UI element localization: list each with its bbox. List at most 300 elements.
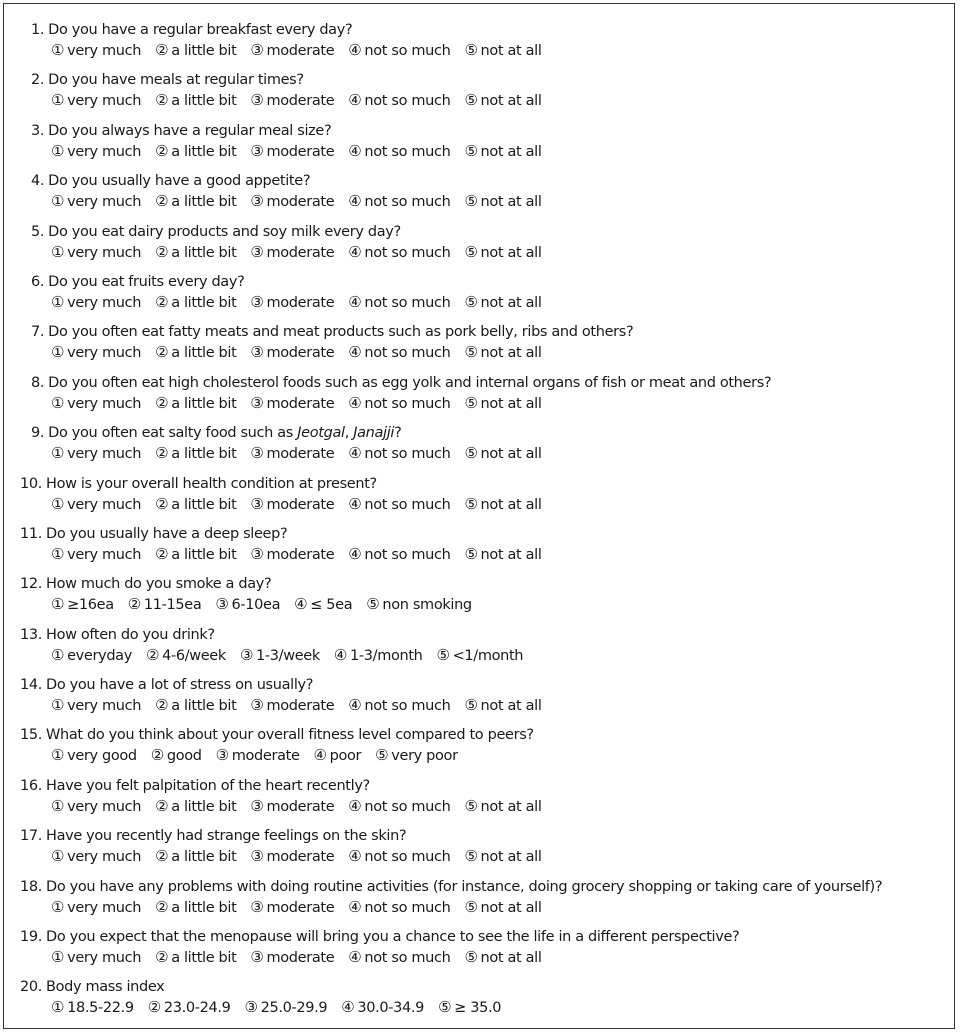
answer-option-1[interactable] [51,342,141,363]
option-number-mark: ⑤ [464,292,478,311]
option-label: moderate [266,798,335,815]
option-label: not at all [480,143,542,160]
option-number-mark: ③ [250,192,264,211]
question-text [20,877,882,897]
answer-option-1[interactable] [51,443,141,464]
option-number-mark: ⑤ [464,494,478,513]
option-label: 1-3/month [350,647,423,664]
answer-option-1[interactable] [51,40,141,61]
question-label: How is your overall health condition at present? [46,475,377,492]
option-number-mark: ② [155,796,169,815]
answer-option-2[interactable] [146,645,226,666]
answer-option-1[interactable] [51,191,141,212]
answer-option-5[interactable] [366,594,472,615]
answer-option-3[interactable] [250,292,334,313]
question-label: Body mass index [46,979,165,996]
question-label: Do you always have a regular meal size? [48,122,332,139]
question-number: 12. [20,576,43,593]
question-label: Do you have any problems with doing routine activities (for instance, doing grocery shopping or taking care of yourself)? [46,878,883,895]
option-number-mark: ① [51,897,65,916]
option-number-mark: ④ [348,796,362,815]
answer-option-1[interactable] [51,796,141,817]
question-number: 18. [20,878,43,895]
option-number-mark: ① [51,343,65,362]
question-9 [20,423,950,473]
question-19 [20,927,950,977]
option-number-mark: ③ [250,544,264,563]
option-number-mark: ④ [348,847,362,866]
answer-option-2[interactable] [128,594,202,615]
option-label: not so much [364,143,451,160]
option-label: very much [67,950,142,967]
question-label: Do you usually have a deep sleep? [46,525,288,542]
answer-option-3[interactable] [250,846,334,867]
option-number-mark: ③ [239,645,254,664]
answer-option-4[interactable] [314,745,362,766]
answer-options [51,897,556,918]
option-label: very much [67,143,142,160]
option-label: not at all [480,43,542,59]
answer-option-1[interactable] [51,141,141,162]
option-label: very much [67,546,142,563]
answer-option-2[interactable] [155,443,236,464]
answer-option-3[interactable] [250,544,334,565]
option-label: a little bit [171,43,237,59]
question-text [31,121,331,141]
answer-option-5[interactable] [464,393,541,414]
answer-option-4[interactable] [348,695,450,716]
option-number-mark: ① [51,41,65,59]
answer-option-1[interactable] [51,695,141,716]
answer-option-5[interactable] [464,796,541,817]
answer-option-1[interactable] [51,544,141,565]
answer-option-1[interactable] [51,947,141,968]
option-number-mark: ③ [250,393,264,412]
question-text [31,70,304,90]
option-label: 18.5-22.9 [67,1000,134,1017]
question-6 [20,272,950,322]
answer-option-4[interactable] [348,40,450,61]
option-number-mark: ② [155,41,169,59]
question-number: 1. [31,22,45,38]
question-1 [20,20,950,70]
option-label: good [166,748,202,765]
option-label: not at all [480,244,542,261]
option-label: not at all [480,93,542,110]
option-number-mark: ⑤ [464,393,478,412]
answer-option-2[interactable] [155,342,236,363]
option-label: not at all [480,446,542,463]
answer-option-3[interactable] [250,947,334,968]
question-13 [20,625,950,675]
option-label: everyday [67,647,132,664]
option-label: moderate [266,345,335,362]
questionnaire [20,20,950,1028]
option-number-mark: ③ [250,91,264,110]
answer-option-3[interactable] [215,594,280,615]
answer-option-4[interactable] [348,141,450,162]
question-label: Do you often eat fatty meats and meat products such as pork belly, ribs and others? [48,324,634,341]
option-number-mark: ⑤ [464,192,478,211]
answer-option-2[interactable] [155,897,236,918]
question-18 [20,877,950,927]
answer-option-2[interactable] [155,242,236,263]
answer-option-3[interactable] [250,242,334,263]
answer-options [51,544,556,565]
answer-option-2[interactable] [155,191,236,212]
question-label-part: Jeotgal [297,425,345,442]
answer-option-3[interactable] [250,40,334,61]
option-label: very much [67,698,142,715]
answer-option-5[interactable] [437,645,524,666]
option-number-mark: ④ [348,192,362,211]
option-label: not at all [480,546,542,563]
option-label: not so much [364,899,451,916]
option-label: not so much [364,950,451,967]
answer-option-2[interactable] [155,40,236,61]
question-text [31,222,401,242]
answer-option-4[interactable] [348,242,450,263]
option-number-mark: ② [150,746,164,765]
answer-option-3[interactable] [240,645,320,666]
answer-option-4[interactable] [348,544,450,565]
option-number-mark: ③ [250,696,264,715]
option-label: ≤ 5ea [310,597,353,614]
option-label: ≥ 35.0 [454,1000,502,1017]
answer-option-4[interactable] [348,897,450,918]
question-label: Have you felt palpitation of the heart recently? [46,777,370,794]
option-number-mark: ② [155,897,169,916]
question-number: 16. [20,777,43,794]
question-3 [20,121,950,171]
answer-options [51,947,556,968]
answer-option-5[interactable] [438,997,501,1018]
answer-option-4[interactable] [348,292,450,313]
question-label: Do you often eat high cholesterol foods such as egg yolk and internal organs of fish or meat and others? [48,374,772,391]
option-label: not so much [364,698,451,715]
answer-options [51,393,556,414]
option-number-mark: ④ [348,292,362,311]
option-label: very good [67,748,137,765]
question-16 [20,776,950,826]
option-label: 11-15ea [143,597,202,614]
question-number: 6. [31,273,45,290]
answer-option-4[interactable] [348,846,450,867]
answer-option-5[interactable] [464,342,541,363]
question-text [20,725,534,745]
option-number-mark: ③ [250,444,264,463]
answer-option-5[interactable] [375,745,458,766]
question-20 [20,977,950,1027]
option-number-mark: ① [51,595,65,614]
option-number-mark: ① [51,796,65,815]
question-number: 5. [31,223,45,240]
answer-option-3[interactable] [250,90,334,111]
option-label: a little bit [171,446,237,463]
answer-option-3[interactable] [250,796,334,817]
option-label: very much [67,244,142,261]
option-number-mark: ③ [215,746,229,765]
option-label: a little bit [171,496,237,513]
option-label: 6-10ea [231,597,281,614]
option-number-mark: ③ [250,847,264,866]
option-number-mark: ④ [348,91,362,110]
option-number-mark: ① [51,847,65,866]
option-number-mark: ② [155,444,169,463]
answer-option-5[interactable] [464,897,541,918]
option-number-mark: ① [51,292,65,311]
answer-option-2[interactable] [155,393,236,414]
option-label: a little bit [171,849,237,866]
option-number-mark: ⑤ [464,696,478,715]
answer-option-4[interactable] [348,90,450,111]
answer-options [51,997,515,1018]
question-8 [20,373,950,423]
question-14 [20,675,950,725]
answer-option-1[interactable] [51,242,141,263]
answer-option-4[interactable] [348,191,450,212]
option-number-mark: ② [155,242,169,261]
question-number: 8. [31,374,45,391]
option-number-mark: ④ [348,696,362,715]
answer-option-3[interactable] [250,342,334,363]
option-label: not so much [364,798,451,815]
answer-option-5[interactable] [464,242,541,263]
question-5 [20,222,950,272]
answer-option-1[interactable] [51,393,141,414]
answer-option-3[interactable] [250,393,334,414]
question-label: How often do you drink? [46,626,215,643]
answer-option-4[interactable] [334,645,423,666]
answer-options [51,292,556,313]
option-number-mark: ④ [348,393,362,412]
option-label: <1/month [452,647,524,664]
question-text [20,826,406,846]
option-number-mark: ③ [250,796,264,815]
option-label: a little bit [171,698,237,715]
answer-option-3[interactable] [250,191,334,212]
answer-option-4[interactable] [348,342,450,363]
option-number-mark: ③ [250,897,264,916]
option-number-mark: ⑤ [464,41,478,59]
option-number-mark: ④ [348,141,362,160]
answer-option-3[interactable] [250,141,334,162]
question-text [31,272,244,292]
option-number-mark: ④ [348,343,362,362]
option-number-mark: ④ [348,41,362,59]
answer-options [51,695,556,716]
option-label: 23.0-24.9 [163,1000,231,1017]
answer-option-1[interactable] [51,846,141,867]
option-label: very much [67,496,142,513]
option-number-mark: ⑤ [464,91,478,110]
option-number-mark: ③ [250,41,264,59]
question-label: Do you usually have a good appetite? [48,173,311,190]
answer-option-4[interactable] [348,393,450,414]
option-number-mark: ⑤ [464,847,478,866]
option-number-mark: ② [155,847,169,866]
answer-option-3[interactable] [250,443,334,464]
question-text [20,574,271,594]
answer-option-2[interactable] [155,796,236,817]
option-label: very much [67,294,142,311]
question-label: Do you have a lot of stress on usually? [46,677,314,694]
answer-option-5[interactable] [464,191,541,212]
option-label: not so much [364,93,451,110]
option-label: a little bit [171,143,237,160]
option-number-mark: ② [155,91,169,110]
option-number-mark: ④ [348,494,362,513]
answer-option-5[interactable] [464,947,541,968]
answer-option-5[interactable] [464,292,541,313]
option-number-mark: ① [51,645,65,664]
answer-options [51,141,556,162]
answer-option-5[interactable] [464,544,541,565]
option-number-mark: ⑤ [464,444,478,463]
answer-option-5[interactable] [464,494,541,515]
option-number-mark: ① [51,494,65,513]
option-number-mark: ① [51,444,65,463]
question-label: Have you recently had strange feelings on the skin? [46,828,407,845]
question-15 [20,725,950,775]
answer-option-1[interactable] [51,292,141,313]
option-label: moderate [266,698,335,715]
option-number-mark: ① [51,544,65,563]
option-label: moderate [266,294,335,311]
answer-option-5[interactable] [464,846,541,867]
question-number: 11. [20,525,43,542]
answer-option-5[interactable] [464,141,541,162]
question-label: Do you eat fruits every day? [48,273,245,290]
answer-option-2[interactable] [155,90,236,111]
option-number-mark: ③ [250,494,264,513]
answer-option-5[interactable] [464,40,541,61]
option-number-mark: ⑤ [436,645,450,664]
option-label: moderate [266,194,335,211]
answer-option-2[interactable] [148,997,231,1018]
answer-option-4[interactable] [294,594,352,615]
option-number-mark: ⑤ [464,897,478,916]
option-number-mark: ④ [333,645,348,664]
option-label: very much [67,849,142,866]
option-number-mark: ④ [294,595,308,614]
question-label-part: Do you often eat salty food such as [48,425,298,442]
answer-option-1[interactable] [51,90,141,111]
answer-option-4[interactable] [341,997,424,1018]
question-12 [20,574,950,624]
question-number: 4. [31,173,45,190]
answer-option-2[interactable] [155,544,236,565]
option-label: 25.0-29.9 [260,1000,328,1017]
answer-option-2[interactable] [155,494,236,515]
option-number-mark: ⑤ [464,796,478,815]
option-label: very much [67,899,142,916]
question-text [31,171,310,191]
answer-option-5[interactable] [464,90,541,111]
answer-option-4[interactable] [348,796,450,817]
option-number-mark: ② [155,393,169,412]
option-number-mark: ① [51,998,65,1017]
question-label: Do you eat dairy products and soy milk every day? [48,223,401,240]
answer-options [51,645,537,666]
option-number-mark: ④ [348,242,362,261]
answer-option-4[interactable] [348,443,450,464]
answer-option-4[interactable] [348,947,450,968]
question-number: 13. [20,626,43,643]
option-label: very much [67,345,142,362]
option-label: moderate [266,43,335,59]
question-number: 2. [31,72,45,89]
option-label: not at all [480,496,542,513]
question-text [20,977,164,997]
question-number: 15. [20,727,43,744]
option-number-mark: ③ [250,242,264,261]
option-number-mark: ② [155,494,169,513]
option-label: not so much [364,43,451,59]
option-number-mark: ④ [348,948,362,967]
option-number-mark: ④ [313,746,327,765]
option-label: very much [67,194,142,211]
answer-option-2[interactable] [155,292,236,313]
question-text [20,474,377,494]
option-number-mark: ① [51,192,65,211]
answer-option-3[interactable] [250,494,334,515]
answer-options [51,443,556,464]
answer-option-1[interactable] [51,594,114,615]
option-number-mark: ② [155,343,169,362]
option-label: not at all [480,849,542,866]
answer-option-2[interactable] [155,846,236,867]
question-text [20,927,739,947]
question-number: 20. [20,979,43,996]
answer-option-4[interactable] [348,494,450,515]
option-label: not at all [480,345,542,362]
option-label: moderate [266,496,335,513]
question-number: 3. [31,122,45,139]
answer-option-3[interactable] [250,897,334,918]
answer-option-1[interactable] [51,997,134,1018]
option-label: a little bit [171,294,237,311]
answer-options [51,846,556,867]
answer-option-1[interactable] [51,494,141,515]
question-7 [20,322,950,372]
question-4 [20,171,950,221]
answer-options [51,745,472,766]
answer-option-2[interactable] [155,695,236,716]
answer-option-3[interactable] [250,695,334,716]
answer-option-2[interactable] [155,141,236,162]
answer-option-1[interactable] [51,645,132,666]
answer-option-5[interactable] [464,443,541,464]
option-label: very much [67,395,142,412]
answer-option-3[interactable] [245,997,328,1018]
option-number-mark: ③ [215,595,229,614]
option-label: a little bit [171,899,237,916]
answer-option-1[interactable] [51,745,137,766]
answer-option-3[interactable] [216,745,300,766]
answer-option-2[interactable] [155,947,236,968]
answer-option-2[interactable] [151,745,202,766]
question-label-part: ? [394,425,402,442]
option-number-mark: ② [155,141,169,160]
option-number-mark: ④ [348,544,362,563]
option-number-mark: ④ [348,897,362,916]
answer-option-5[interactable] [464,695,541,716]
answer-option-1[interactable] [51,897,141,918]
option-label: moderate [266,446,335,463]
option-number-mark: ⑤ [464,948,478,967]
option-label: 4-6/week [162,647,226,664]
